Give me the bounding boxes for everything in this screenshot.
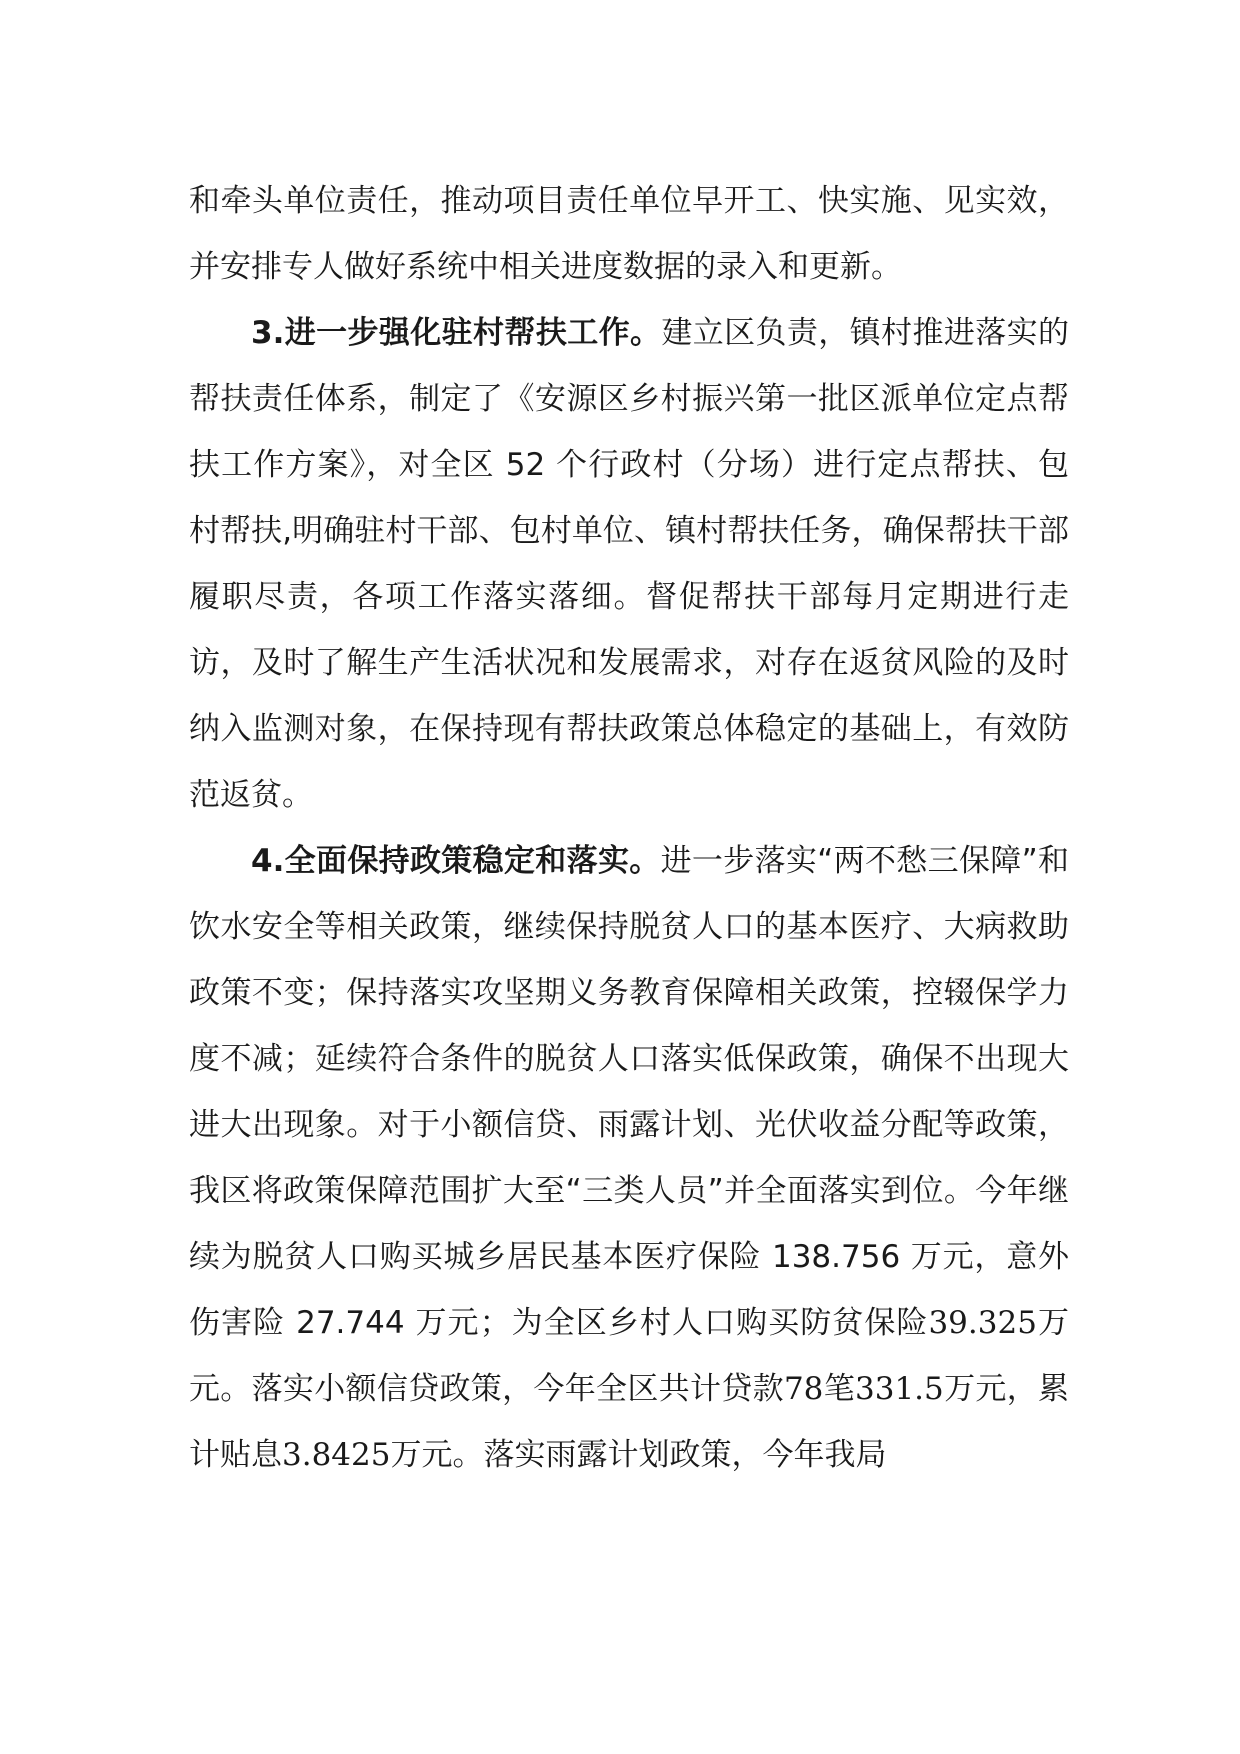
paragraph-text: 建立区负责，镇村推进落实的帮扶责任体系，制定了《安源区乡村振兴第一批区派单位定点帮扶工作方案》，对全区 52 个行政村（分场）进行定点帮扶、包村帮扶,明确驻村干部、包村单位、镇村帮扶任务，确保帮扶干部履职尽责，各项工作落实落细。督促帮扶干部每月定期进行走访，及时了解生产生活状况和发展需求，对存在返贫风险的及时纳入监测对象，在保持现有帮扶政策总体稳定的基础上，有效防范返贫。 bbox=[189, 315, 1069, 813]
paragraph-text: 万元。落实雨露计划政策，今年我局 bbox=[390, 1437, 887, 1473]
paragraph-number: 3.8425 bbox=[282, 1437, 391, 1473]
paragraph-number: 78 bbox=[783, 1371, 824, 1407]
paragraph-text: 和牵头单位责任，推动项目责任单位早开工、快实施、见实效，并安排专人做好系统中相关进度数据的录入和更新。 bbox=[189, 183, 1069, 285]
document-body bbox=[189, 168, 1069, 1488]
paragraph-heading: 3.进一步强化驻村帮扶工作。 bbox=[251, 315, 662, 351]
paragraph-text: 万元，累计贴息 bbox=[189, 1371, 1070, 1473]
paragraph-3 bbox=[189, 300, 1069, 828]
paragraph-number: 39.325 bbox=[928, 1305, 1037, 1341]
paragraph-continuation bbox=[189, 168, 1069, 300]
paragraph-text: 笔 bbox=[823, 1371, 856, 1407]
paragraph-heading: 4.全面保持政策稳定和落实。 bbox=[251, 843, 661, 879]
paragraph-4 bbox=[189, 828, 1069, 1488]
paragraph-text: 进一步落实“两不愁三保障”和饮水安全等相关政策，继续保持脱贫人口的基本医疗、大病救助政策不变；保持落实攻坚期义务教育保障相关政策，控辍保学力度不减；延续符合条件的脱贫人口落实低保政策，确保不出现大进大出现象。对于小额信贷、雨露计划、光伏收益分配等政策，我区将政策保障范围扩大至“三类人员”并全面落实到位。今年继续为脱贫人口购买城乡居民基本医疗保险 138.756 万元，意外伤害险 27.744 万元；为全区乡村人口购买防贫保险 bbox=[189, 843, 1069, 1341]
paragraph-text: 万元。落实小额信贷政策，今年全区共计贷款 bbox=[189, 1305, 1069, 1407]
paragraph-number: 331.5 bbox=[855, 1371, 944, 1407]
